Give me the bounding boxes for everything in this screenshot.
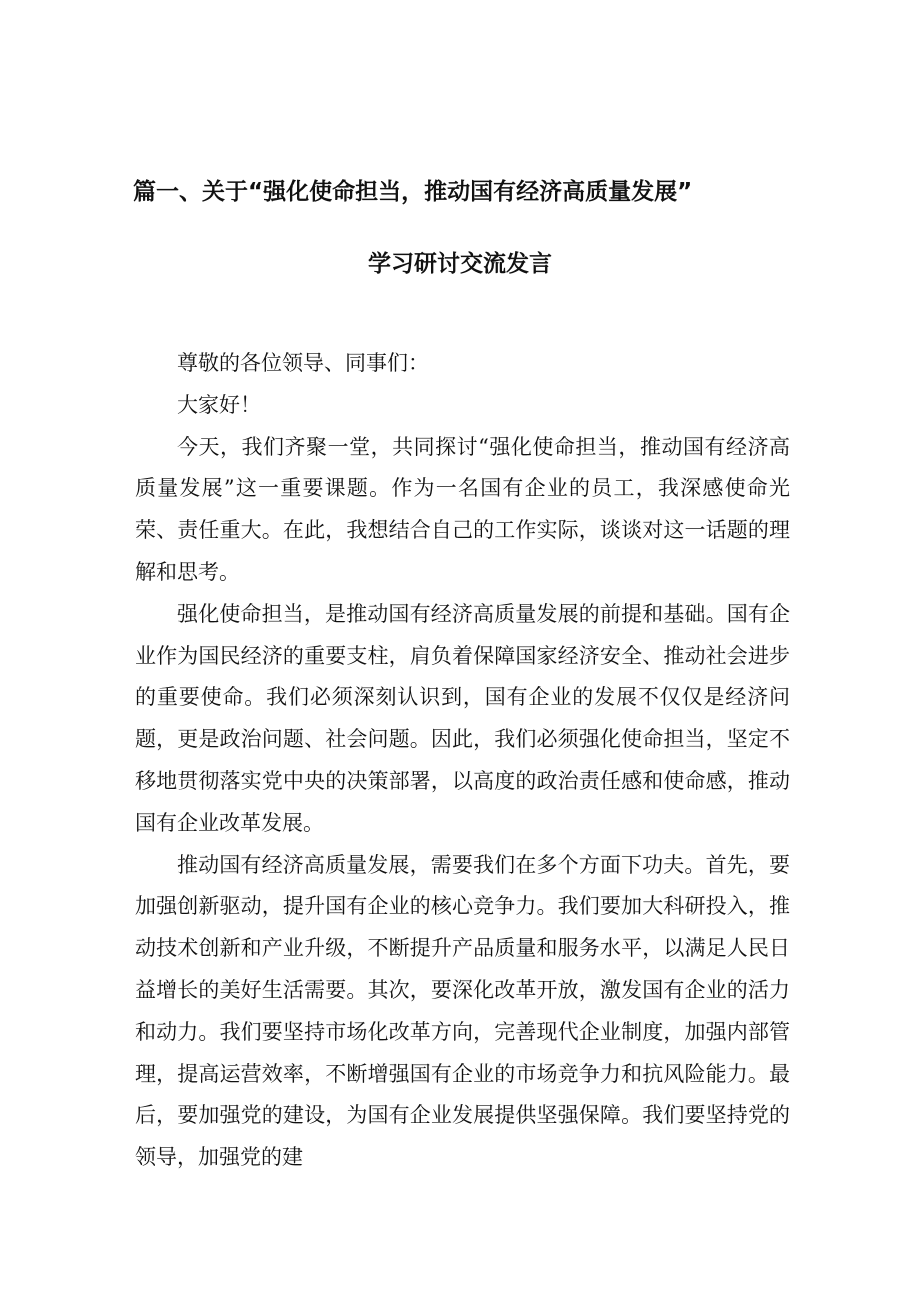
document-title-line-1: 篇一、关于“强化使命担当，推动国有经济高质量发展” (133, 179, 693, 205)
salutation: 尊敬的各位领导、同事们： (177, 351, 429, 375)
paragraph: 推动国有经济高质量发展，需要我们在多个方面下功夫。首先，要加强创新驱动，提升国有企业的核心竞争力。我们要加大科研投入，推动技术创新和产业升级，不断提升产品质量和服务水平，以满足人民日益增长的美好生活需要。其次，要深化改革开放，激发国有企业的活力和动力。我们要坚持市场化改革方向，完善现代企业制度，加强内部管理，提高运营效率，不断增强国有企业的市场竞争力和抗风险能力。最后，要加强党的建设，为国有企业发展提供坚强保障。我们要坚持党的领导，加强党的建 (135, 852, 790, 1170)
document-body (135, 343, 790, 1179)
paragraph: 强化使命担当，是推动国有经济高质量发展的前提和基础。国有企业作为国民经济的重要支柱，肩负着保障国家经济安全、推动社会进步的重要使命。我们必须深刻认识到，国有企业的发展不仅仅是经济问题，更是政治问题、社会问题。因此，我们必须强化使命担当，坚定不移地贯彻落实党中央的决策部署，以高度的政治责任感和使命感，推动国有企业改革发展。 (135, 601, 790, 835)
paragraph: 今天，我们齐聚一堂，共同探讨“强化使命担当，推动国有经济高质量发展”这一重要课题。作为一名国有企业的员工，我深感使命光荣、责任重大。在此，我想结合自己的工作实际，谈谈对这一话题的理解和思考。 (135, 434, 790, 584)
greeting: 大家好！ (177, 392, 261, 417)
document-title-line-2: 学习研讨交流发言 (368, 251, 552, 277)
